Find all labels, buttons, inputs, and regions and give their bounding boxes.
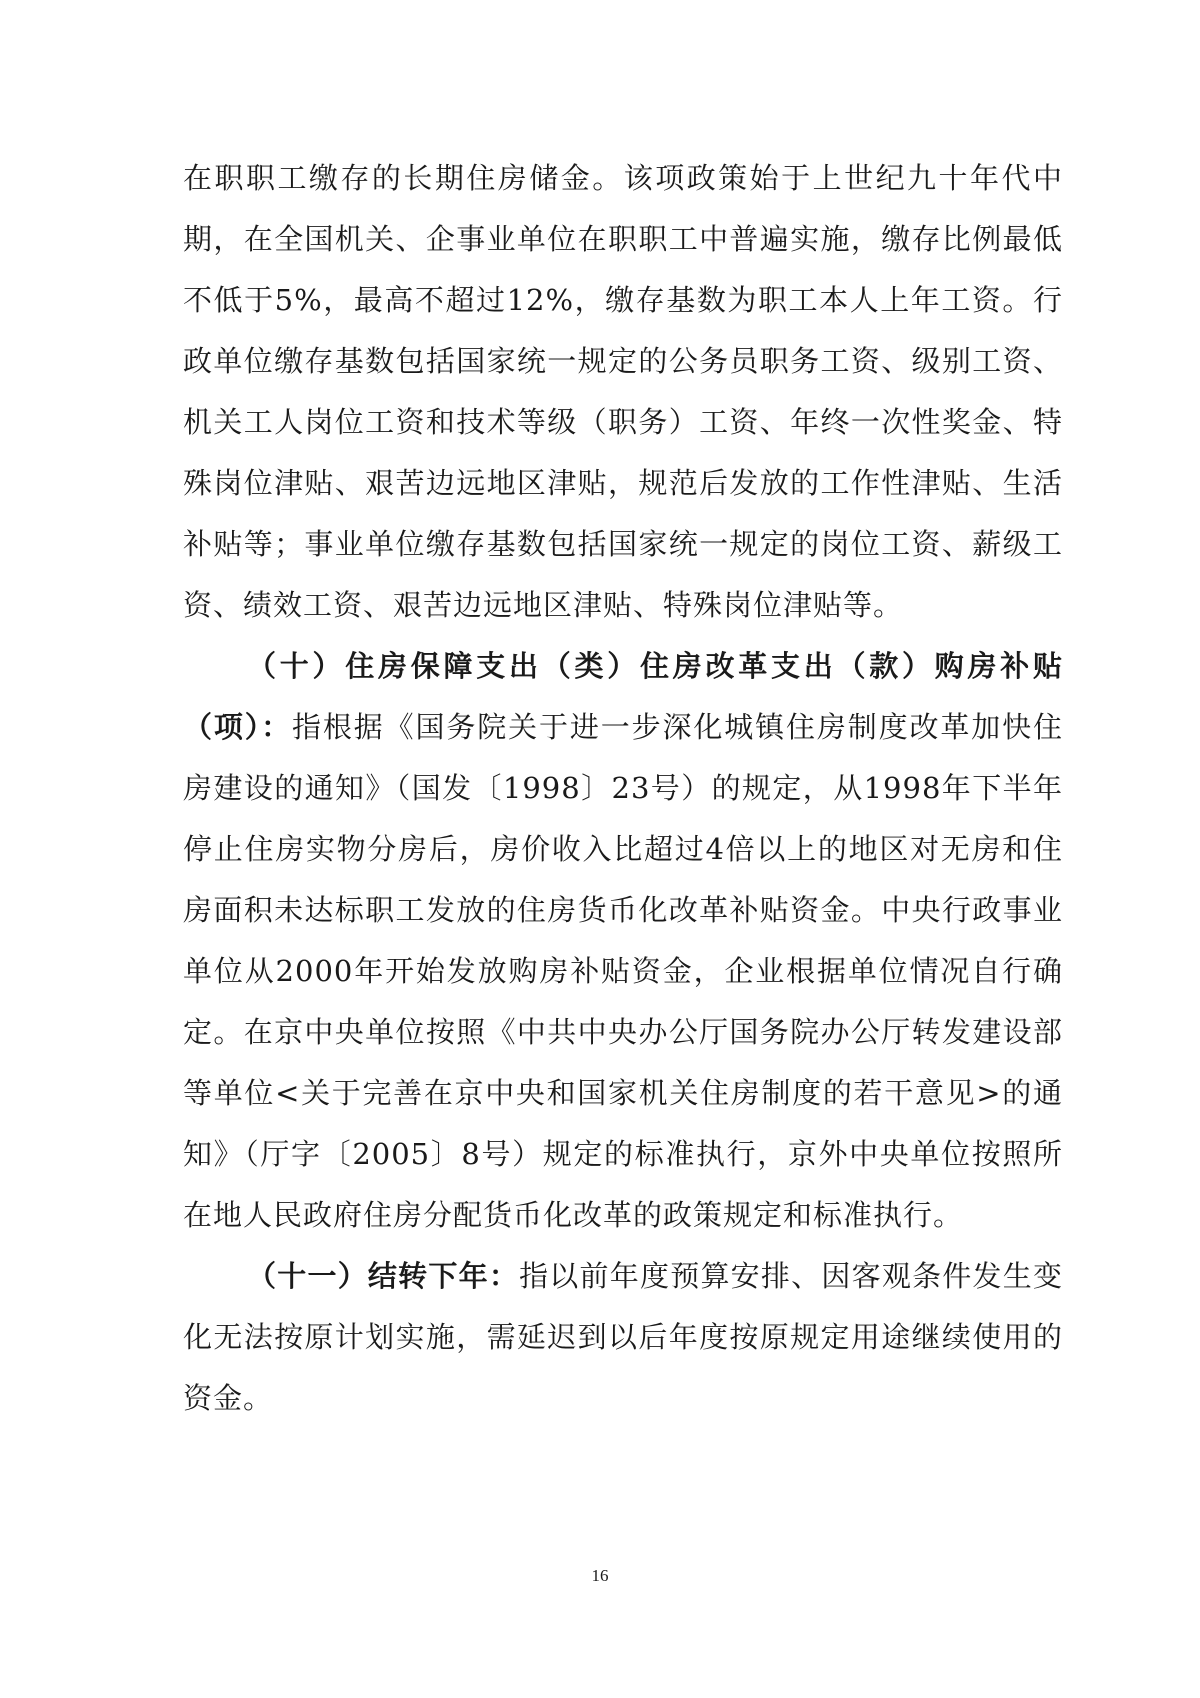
- paragraph-housing-fund-continued: [183, 148, 1063, 636]
- paragraph-text: 指以前年度预算安排、因客观条件发生变化无法按原计划实施，需延迟到以后年度按原规定用途继续使用的资金。: [183, 1259, 1063, 1415]
- paragraph-housing-purchase-subsidy: [183, 636, 1063, 1246]
- page-number: 16: [591, 1566, 609, 1585]
- paragraph-text: 在职职工缴存的长期住房储金。该项政策始于上世纪九十年代中期，在全国机关、企事业单位在职职工中普遍实施，缴存比例最低不低于5%，最高不超过12%，缴存基数为职工本人上年工资。行政单位缴存基数包括国家统一规定的公务员职务工资、级别工资、机关工人岗位工资和技术等级（职务）工资、年终一次性奖金、特殊岗位津贴、艰苦边远地区津贴，规范后发放的工作性津贴、生活补贴等；事业单位缴存基数包括国家统一规定的岗位工资、薪级工资、绩效工资、艰苦边远地区津贴、特殊岗位津贴等。: [183, 161, 1063, 622]
- section-heading-ten: （十）住房保障支出（类）住房改革支出（款）购房补贴（项）：: [183, 649, 1063, 744]
- paragraph-text: 指根据《国务院关于进一步深化城镇住房制度改革加快住房建设的通知》（国发〔1998〕23号）的规定，从1998年下半年停止住房实物分房后，房价收入比超过4倍以上的地区对无房和住房面积未达标职工发放的住房货币化改革补贴资金。中央行政事业单位从2000年开始发放购房补贴资金，企业根据单位情况自行确定。在京中央单位按照《中共中央办公厅国务院办公厅转发建设部等单位<关于完善在京中央和国家机关住房制度的若干意见>的通知》（厅字〔2005〕8号）规定的标准执行，京外中央单位按照所在地人民政府住房分配货币化改革的政策规定和标准执行。: [183, 710, 1063, 1232]
- document-body: [183, 148, 1063, 1429]
- paragraph-carryover: [183, 1246, 1063, 1429]
- section-heading-eleven: （十一）结转下年：: [247, 1259, 520, 1293]
